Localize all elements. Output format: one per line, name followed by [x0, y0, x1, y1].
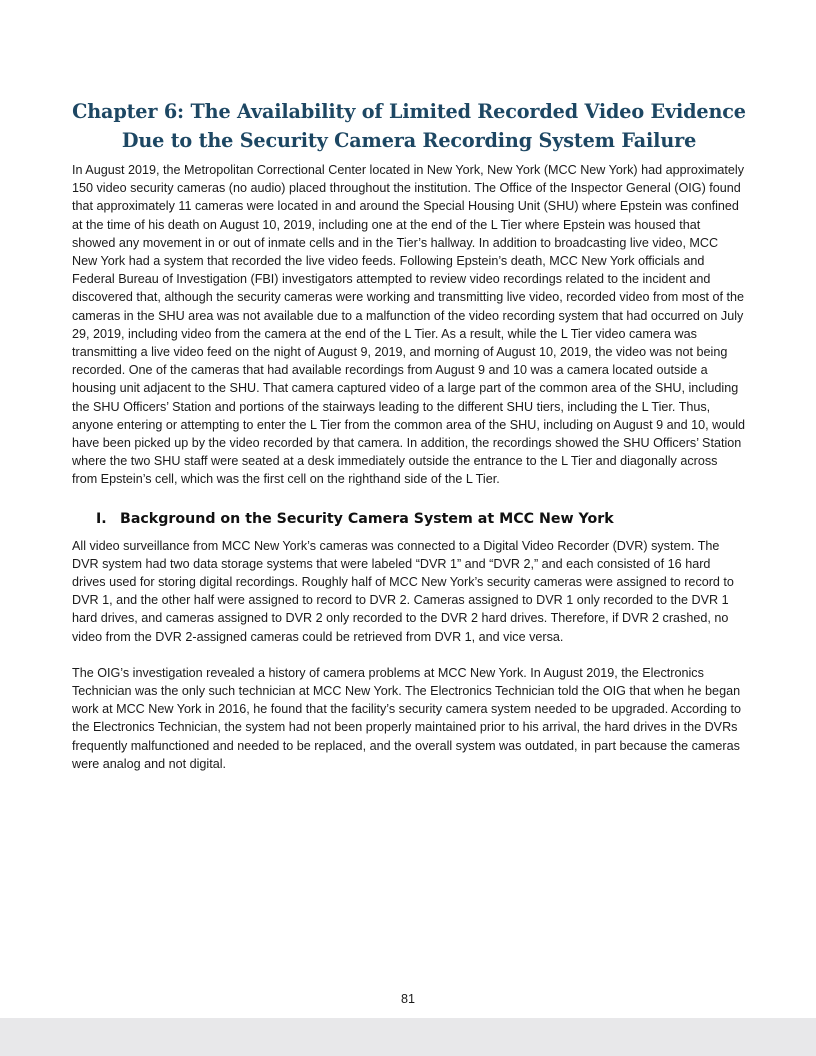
chapter-title: Chapter 6: The Availability of Limited Recorded Video Evidence Due to the Security Camera Recording System Failure	[72, 100, 746, 152]
section-number: I.	[96, 510, 107, 527]
section-heading	[72, 509, 746, 529]
page-number: 81	[400, 992, 415, 1006]
paragraph-spacer	[72, 646, 746, 664]
section-paragraph-1: All video surveillance from MCC New York’s cameras was connected to a Digital Video Recorder (DVR) system. The DVR system had two data storage systems that were labeled “DVR 1” and “DVR 2,” and each consisted of 16 hard drives used for storing digital recordings. Roughly half of MCC New York’s security cameras were assigned to record to DVR 1, and the other half were assigned to record to DVR 2. Cameras assigned to DVR 1 only recorded to the DVR 1 hard drives, and cameras assigned to DVR 2 only recorded to the DVR 2 hard drives. Therefore, if DVR 2 crashed, no video from the DVR 2-assigned cameras could be retrieved from DVR 1, and vice versa.	[72, 538, 734, 644]
intro-paragraph: In August 2019, the Metropolitan Correctional Center located in New York, New York (MCC New York) had approximately 150 video security cameras (no audio) placed throughout the institution. The Office of the Inspector General (OIG) found that approximately 11 cameras were located in and around the Special Housing Unit (SHU) where Epstein was confined at the time of his death on August 10, 2019, including one at the end of the L Tier where Epstein was housed that showed any movement in or out of inmate cells and in the Tier’s hallway. In addition to broadcasting live video, MCC New York had a system that recorded the live video feeds. Following Epstein’s death, MCC New York officials and Federal Bureau of Investigation (FBI) investigators attempted to review video recordings related to the incident and discovered that, although the security cameras were working and transmitting live video, recorded video from most of the cameras in the SHU area was not available due to a malfunction of the video recording system that had occurred on July 29, 2019, including video from the camera at the end of the L Tier. As a result, while the L Tier video camera was transmitting a live video feed on the night of August 9, 2019, and morning of August 10, 2019, the video was not being recorded. One of the cameras that had available recordings from August 9 and 10 was a camera located outside a housing unit adjacent to the SHU. That camera captured video of a large part of the common area of the SHU, including the SHU Officers’ Station and portions of the stairways leading to the different SHU tiers, including the L Tier. Thus, anyone entering or attempting to enter the L Tier from the common area of the SHU, including on August 9 and 10, would have been picked up by the video recorded by that camera. In addition, the recordings showed the SHU Officers’ Station where the two SHU staff were seated at a desk immediately outside the entrance to the L Tier and diagonally across from Epstein’s cell, which was the first cell on the righthand side of the L Tier.	[72, 163, 746, 487]
section-title: Background on the Security Camera System at MCC New York	[120, 510, 614, 527]
viewer-background-strip	[0, 1018, 816, 1056]
page-content	[72, 97, 746, 773]
section-paragraph-2: The OIG’s investigation revealed a history of camera problems at MCC New York. In August 2019, the Electronics Technician was the only such technician at MCC New York. The Electronics Technician told the OIG that when he began work at MCC New York in 2016, he found that the facility’s security camera system needed to be upgraded. According to the Electronics Technician, the system had not been properly maintained prior to his arrival, the hard drives in the DVRs frequently malfunctioned and needed to be replaced, and the overall system was outdated, in part because the cameras were analog and not digital.	[72, 665, 741, 771]
